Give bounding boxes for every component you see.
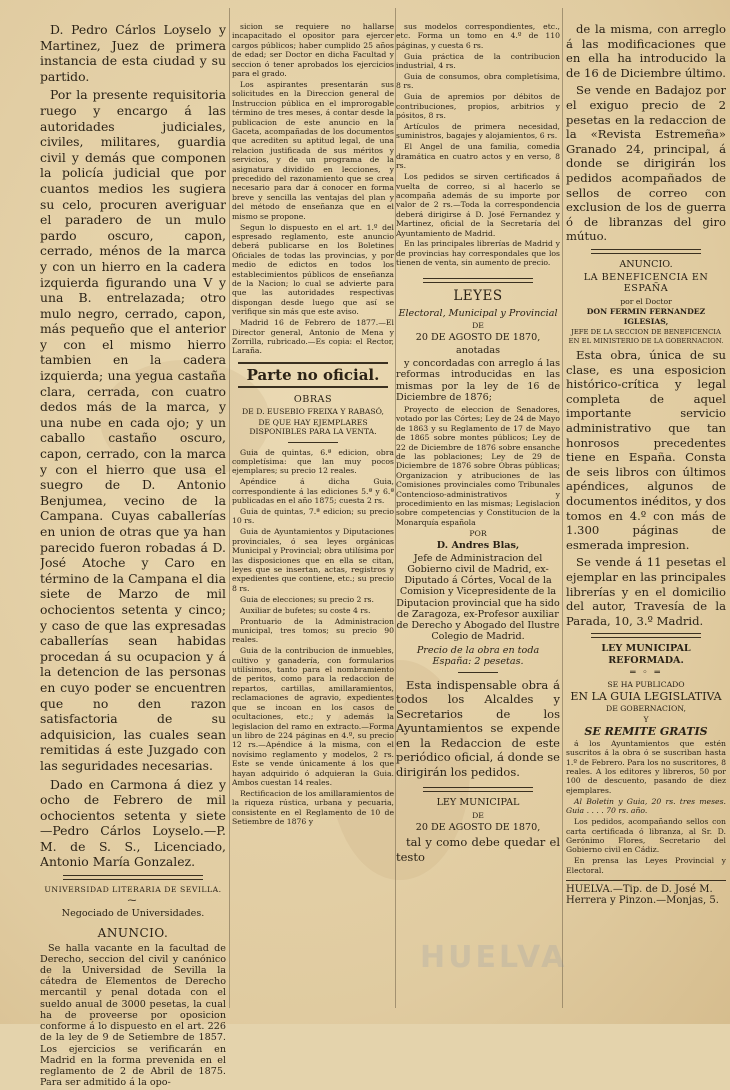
obra-item: Guia de quintas, 6.ª edicion, obra completísima: que lan muy pocos ejemplares; su precio 12 reales. (232, 447, 394, 476)
pedidos-note: Los pedidos se sirven certificados á vuelta de correo, si al hacerlo se acompaña además de su importe por valor de 2 rs.—Toda la correspondencia deberá dirigirse á D. José Fernandez y Martinez, oficial de la Secretaría del Ayuntamiento de Madrid. (396, 172, 560, 238)
obra-item: Guia de apremios por débitos de contribuciones, propios, arbitrios y pósitos, 8 rs. (396, 92, 560, 121)
divider (458, 672, 498, 673)
y-label: Y (643, 714, 649, 724)
beneficencia-title: LA BENEFICENCIA EN ESPAÑA (583, 272, 709, 295)
publicado-label: SE HA PUBLICADO (607, 679, 685, 689)
ley-municipal-text: tal y como debe quedar el testo (396, 834, 560, 865)
ley-municipal-title: LEY MUNICIPAL (436, 797, 520, 809)
ley-municipal-date: 20 DE AGOSTO DE 1870, (415, 821, 541, 833)
leyes-price: Precio de la obra en toda España: 2 pesetas. (416, 644, 540, 667)
university-notice-body: Se halla vacante en la facultad de Derecho, seccion del civil y canónico de la Universidad de Sevilla la cátedra de Elementos de Derecho mercantil y penal dotada con el sueldo anual de 3000 pesetas, la cual ha de proveerse por oposicion conforme á lo dispuesto en el art. 226 de la ley de 9 de Setiembre de 1857. Los ejercicios se verificarán en Madrid en la forma prevenida en el reglamento de 2 de Abril de 1875. Para ser admitido á la opo- (40, 942, 226, 1089)
watermark: HUELVA (420, 940, 568, 975)
remite-gratis: SE REMITE GRATIS (584, 724, 708, 738)
obra-item: Guia práctica de la contribucion industrial, 4 rs. (396, 51, 560, 71)
gobernacion-label: DE GOBERNACION, (606, 703, 686, 713)
column-3 (396, 22, 560, 869)
leyes-concordadas: y concordadas con arreglo á las reformas introducidas en las mismas por la ley de 16 de Diciembre de 1876; (396, 358, 560, 403)
university-title: UNIVERSIDAD LITERARIA DE SEVILLA. (44, 885, 222, 895)
leyes-subtitle: Electoral, Municipal y Provincial (398, 307, 558, 319)
badajoz-notice: Se vende en Badajoz por el exiguo precio de 2 pesetas en la redaccion de la «Revista Estremeña» Granado 24, principal, á donde se dirigirán los pedidos acompañados de sellos de correo con exclusion de los de guerra ó de libranzas del giro mútuo. (566, 83, 726, 244)
column-1 (40, 22, 226, 1090)
notice-continuation: sicion se requiere no hallarse incapacitado el opositor para ejercer cargos públicos; haber cumplido 25 años de edad; ser Doctor en dicha Facultad y seccion ó tener aprobados los ejercicios para el grado. (232, 22, 394, 79)
notice-aspirantes: Los aspirantes presentarán sus solicitudes en la Direccion general de Instruccion pública en el improrogable término de tres meses, á contar desde la publicacion de este anuncio en la Gaceta, acompañadas de los documentos que acrediten su aptitud legal, de una relacion justificada de sus méritos y servicios, y de un programa de la asignatura dividido en lecciones, y precedido del razonamiento que se crea necesario para dar á conocer en forma breve y sencilla las ventajas del plan y del método de enseñanza que en el mismo se propone. (232, 79, 394, 221)
obra-item: Guia de Ayuntamientos y Diputaciones provinciales, ó sea leyes orgánicas Municipal y Provincial; obra utilísima por las disposiciones que en ella se citan, leyes que se insertan, actas, registros y expedientes que contiene, etc.; su precio 8 rs. (232, 527, 394, 593)
obra-item: sus modelos correspondientes, etc., etc. Forma un tomo en 4.º de 110 páginas, y cuesta 6 rs. (396, 22, 560, 50)
obra-item: Apéndice á dicha Guia, correspondiente á las ediciones 5.ª y 6.ª publicadas en el año 1875; cuesta 2 rs. (232, 477, 394, 506)
leyes-de: DE (472, 320, 484, 330)
guia-legislativa: EN LA GUIA LEGISLATIVA (570, 689, 722, 703)
obra-item: Artículos de primera necesidad, suministros, bagajes y alojamientos, 6 rs. (396, 122, 560, 141)
section-divider (63, 875, 203, 880)
obras-subtitle: DE QUE HAY EJEMPLARES DISPONIBLES PARA LA VENTA. (249, 417, 377, 437)
beneficencia-author-description: JEFE DE LA SECCION DE BENEFICENCIA EN EL MINISTERIO DE LA GOBERNACION. (568, 327, 724, 346)
leyes-author: D. Andres Blas, (436, 539, 520, 551)
leyes-anotadas: anotadas (455, 344, 501, 356)
notice-reglamento: Segun lo dispuesto en el art. 1.º del espresado reglamento, este anuncio deberá publicarse en los Boletines Oficiales de todas las provincias, y por medio de edictos en todos los establecimientos públicos de enseñanza de la Nacion; lo cual se advierte para que las autoridades respectivas dispongan desde luego que así se verifique sin más que este aviso. (232, 222, 394, 317)
ornament: ⁓ (127, 896, 139, 907)
printer-imprint: HUELVA.—Tip. de D. José M. Herrera y Pinzon.—Monjas, 5. (566, 880, 726, 906)
requisitoria-heading: D. Pedro Cárlos Loyselo y Martinez, Juez de primera instancia de esta ciudad y su partido. (40, 22, 226, 84)
section-divider (591, 249, 701, 254)
obras-author: DE D. EUSEBIO FREIXA Y RABASÓ, (242, 406, 384, 416)
requisitoria-body: Por la presente requisitoria ruego y encargo á las autoridades judiciales, civiles, militares, guardia civil y demás que componen la policía judicial que por cuantos medios les sugiera su celo, procuren averiguar el paradero de un mulo pardo oscuro, capon, cerrado, ménos de la marca y con un hierro en la cadera izquierda figurando una V y una B. entrelazada; otro mulo negro, cerrado, capon, más pequeño que el anterior y con el mismo hierro tambien en la cadera izquierda; una yegua castaña clara, cerrada, con cuatro dedos más de la marca, y una nube en cada ojo; y un caballo castaño oscuro, capon, cerrado, con la marca y con el hierro que usa el suegro de D. Antonio Benjumea, vecino de la Campana. Cuyas caballerías en union de otras que ya han parecido fueron robadas á D. José Atoche y Caro en término de la Campana el dia siete de Marzo de mil ochocientos setenta y cinco; y caso de que las expresadas caballerías sean habidas procedan á su ocupacion y á la detencion de las personas en cuyo poder se encuentren que no den razon satisfactoria de su adquisicion, las cuales sean remitidas á este Juzgado con las seguridades necesarias. (40, 87, 226, 773)
en-prensa: En prensa las Leyes Provincial y Electoral. (566, 856, 726, 875)
anuncio-heading: ANUNCIO. (97, 925, 169, 940)
requisitoria-signature: Dado en Carmona á diez y ocho de Febrero de mil ochocientos setenta y siete —Pedro Cárlos Loyselo.—P. M. de S. S., Licenciado, Antonio María Gonzalez. (40, 776, 226, 870)
suscripcion-terms: á los Ayuntamientos que estén suscritos á la obra ó se suscriban hasta 1.º de Febrero. Para los no suscritores, 8 reales. A los editores y libreros, 50 por 100 de descuento, pasando de diez ejemplares. (566, 738, 726, 795)
column-rule (229, 8, 230, 1008)
notice-signature: Madrid 16 de Febrero de 1877.—El Director general, Antonio de Mena y Zorrilla, rubricado.—Es copia: el Rector, Laraña. (232, 318, 394, 356)
divider (288, 442, 338, 443)
ley-continuation: de la misma, con arreglo á las modificaciones que en ella ha introducido la de 16 de Diciembre último. (566, 22, 726, 80)
beneficencia-author: DON FERMIN FERNANDEZ IGLESIAS, (586, 307, 706, 326)
pedidos-instructions: Los pedidos, acompañando sellos con carta certificada ó libranza, al Sr. D. Gerónimo Flores, Secretario del Gobierno civil en Cádiz. (566, 817, 726, 855)
leyes-contents: Proyecto de eleccion de Senadores, votado por las Córtes; Ley de 24 de Mayo de 1863 y su Reglamento de 17 de Mayo de 1865 sobre montes públicos; Ley de 22 de Diciembre de 1876 sobre ensanche de las poblaciones; Ley de 29 de Diciembre de 1876 sobre Obras públicas; Organizacion y atribuciones de las Comisiones provinciales como Tribunales Contencioso-administrativos y procedimiento en las mismas; Legislacion sobre competencias y Constitucion de la Monarquía española (396, 404, 560, 527)
ley-municipal-de: DE (472, 810, 484, 820)
beneficencia-description: Esta obra, única de su clase, es una esposicion histórico-crítica y legal completa de aquel importante servicio administrativo que tan honrosos precedentes tiene en España. Consta de seis libros con últimos apéndices, algunos de documentos inéditos, y dos tomos en 4.º con más de 1.300 páginas de esmerada impresion. (566, 348, 726, 552)
beneficencia-por: por el Doctor (620, 296, 672, 306)
ornament: ═ ◦ ═ (630, 667, 662, 678)
leyes-por: POR (469, 528, 487, 538)
section-divider (423, 787, 533, 792)
leyes-title: LEYES (453, 287, 503, 304)
obra-item: El Angel de una familia, comedia dramática en cuatro actos y en verso, 8 rs. (396, 142, 560, 171)
boletin-prices: Al Boletin y Guia, 20 rs. tres meses. Guia . . . . 70 rs. año. (566, 796, 726, 816)
column-4 (566, 22, 726, 916)
obra-item: Guia de quintas, 7.ª edicion; su precio 10 rs. (232, 507, 394, 526)
column-rule (562, 8, 563, 1008)
ley-reformada-title: LEY MUNICIPAL REFORMADA. (601, 643, 691, 666)
anuncio-heading-2: ANUNCIO. (619, 258, 673, 270)
leyes-promo: Esta indispensable obra á todos los Alcaldes y Secretarios de los Ayuntamientos se expende en la Redaccion de este periódico oficial, á donde se dirigirán los pedidos. (396, 677, 560, 779)
obra-item: Auxiliar de bufetes; su coste 4 rs. (240, 605, 371, 615)
obras-title: OBRAS (293, 393, 333, 405)
obra-item: Prontuario de la Administracion municipal, tres tomos; su precio 90 reales. (232, 616, 394, 645)
parte-no-oficial-banner: Parte no oficial. (238, 362, 388, 388)
leyes-date: 20 DE AGOSTO DE 1870, (415, 331, 541, 343)
beneficencia-price: Se vende á 11 pesetas el ejemplar en las principales librerías y en el domicilio del autor, Travesía de la Parada, 10, 3.º Madrid. (566, 555, 726, 628)
leyes-author-description: Jefe de Administracion del Gobierno civil de Madrid, ex-Diputado á Córtes, Vocal de la Comision y Vicepresidente de la Diputacion provincial que ha sido de Zaragoza, ex-Profesor auxiliar de Derecho y Abogado del Ilustre Colegio de Madrid. (396, 552, 560, 643)
column-2 (232, 22, 394, 828)
obra-item: Guia de la contribucion de inmuebles, cultivo y ganadería, con formularios utilísimos, tanto para el nombramiento de peritos, como para la redaccion de repartos, cartillas, amillaramientos, reclamaciones de agravio, expedientes que se incoan en los casos de ocultaciones, etc.; y además la legislacion del ramo en extracto.—Forma un libro de 224 páginas en 4.º, su precio 12 rs.—Apéndice á la misma, con el novísimo reglamento y modelos, 2 rs. Este se vende únicamente á los que hayan adquirido ó adquieran la Guia. Ambos cuestan 14 reales. (232, 646, 394, 787)
section-divider (423, 278, 533, 283)
obra-item: Rectificacion de los amillaramientos de la riqueza rústica, urbana y pecuaria, consistente en el Reglamento de 10 de Setiembre de 1876 y (232, 788, 394, 827)
librerias-note: En las principales librerías de Madrid y de provincias hay correspondales que los tienen de venta, sin aumento de precio. (396, 239, 560, 268)
obra-item: Guia de elecciones; su precio 2 rs. (240, 594, 374, 604)
obra-item: Guia de consumos, obra completísima, 8 rs. (396, 72, 560, 91)
section-divider (591, 633, 701, 638)
university-subtitle: Negociado de Universidades. (61, 908, 205, 920)
